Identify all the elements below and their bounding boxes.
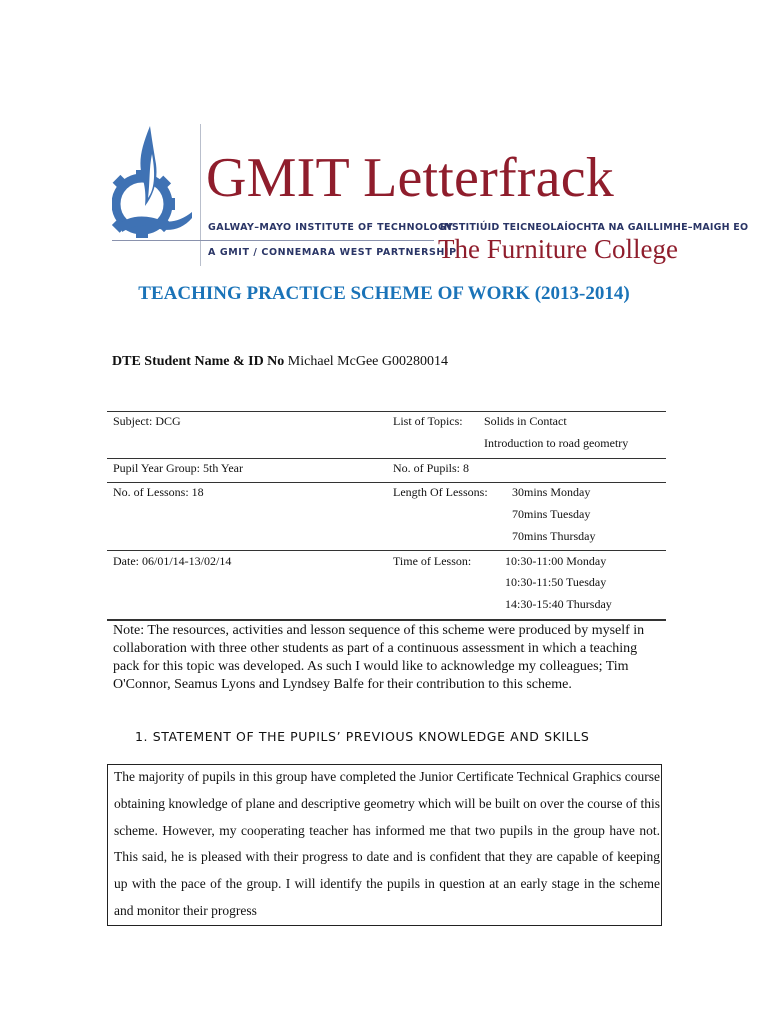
section-heading: 1. STATEMENT OF THE PUPILS’ PREVIOUS KNOWLEDGE AND SKILLS (135, 729, 590, 744)
length-label: Length Of Lessons: (393, 485, 488, 499)
student-value: Michael McGee G00280014 (287, 354, 448, 369)
year-group-cell: Pupil Year Group: 5th Year (113, 461, 244, 475)
subject-cell: Subject: DCG (113, 414, 181, 428)
table-rule (107, 458, 666, 459)
length-item: 30mins Monday (512, 485, 591, 499)
student-label: DTE Student Name & ID No (112, 354, 285, 369)
logo-subtitle-english: GALWAY–MAYO INSTITUTE OF TECHNOLOGY (208, 222, 454, 233)
length-item: 70mins Tuesday (512, 507, 591, 521)
logo-college-name: The Furniture College (438, 234, 678, 264)
logo-divider (200, 124, 201, 266)
knowledge-text: The majority of pupils in this group have completed the Junior Certificate Technical Graphics course obtaining knowledge of plane and descriptive geometry which will be built on over the course of this scheme. However, my cooperating teacher has informed me that two pupils in the group have not. This said, he is pleased with their progress to date and is confident that they are capable of keeping up with the pace of the group. I will identify the pupils in question at an early stage in the scheme and monitor their progress (114, 769, 660, 918)
table-rule (107, 619, 666, 621)
time-item: 10:30-11:50 Tuesday (505, 575, 607, 589)
date-cell: Date: 06/01/14-13/02/14 (113, 554, 232, 568)
gmit-emblem-icon (112, 124, 194, 248)
time-label: Time of Lesson: (393, 554, 472, 568)
lessons-cell: No. of Lessons: 18 (113, 485, 204, 499)
topics-label: List of Topics: (393, 414, 463, 428)
logo-subtitle-irish: INSTITIÚID TEICNEOLAÍOCHTA NA GAILLIMHE–MAIGH EO (440, 222, 749, 233)
topic-item: Introduction to road geometry (484, 436, 629, 450)
topic-item: Solids in Contact (484, 414, 567, 428)
logo-partnership: A GMIT / CONNEMARA WEST PARTNERSHIP (208, 247, 457, 258)
table-rule (107, 482, 666, 483)
logo-rule (112, 240, 434, 241)
time-item: 14:30-15:40 Thursday (505, 597, 612, 611)
acknowledgement-note: Note: The resources, activities and lesson sequence of this scheme were produced by myself in collaboration with three other students as part of a continuous assessment in which a teaching pack for this topic was developed. As such I would like to acknowledge my colleagues; Tim O'Connor, Seamus Lyons and Lyndsey Balfe for their contribution to this scheme. (113, 623, 645, 692)
pupils-cell: No. of Pupils: 8 (393, 461, 470, 475)
time-item: 10:30-11:00 Monday (505, 554, 607, 568)
student-line (112, 354, 448, 370)
logo-title: GMIT Letterfrack (206, 147, 614, 209)
table-rule (107, 411, 666, 412)
length-item: 70mins Thursday (512, 529, 596, 543)
table-rule (107, 550, 666, 551)
document-title: TEACHING PRACTICE SCHEME OF WORK (2013-2014) (138, 283, 630, 304)
